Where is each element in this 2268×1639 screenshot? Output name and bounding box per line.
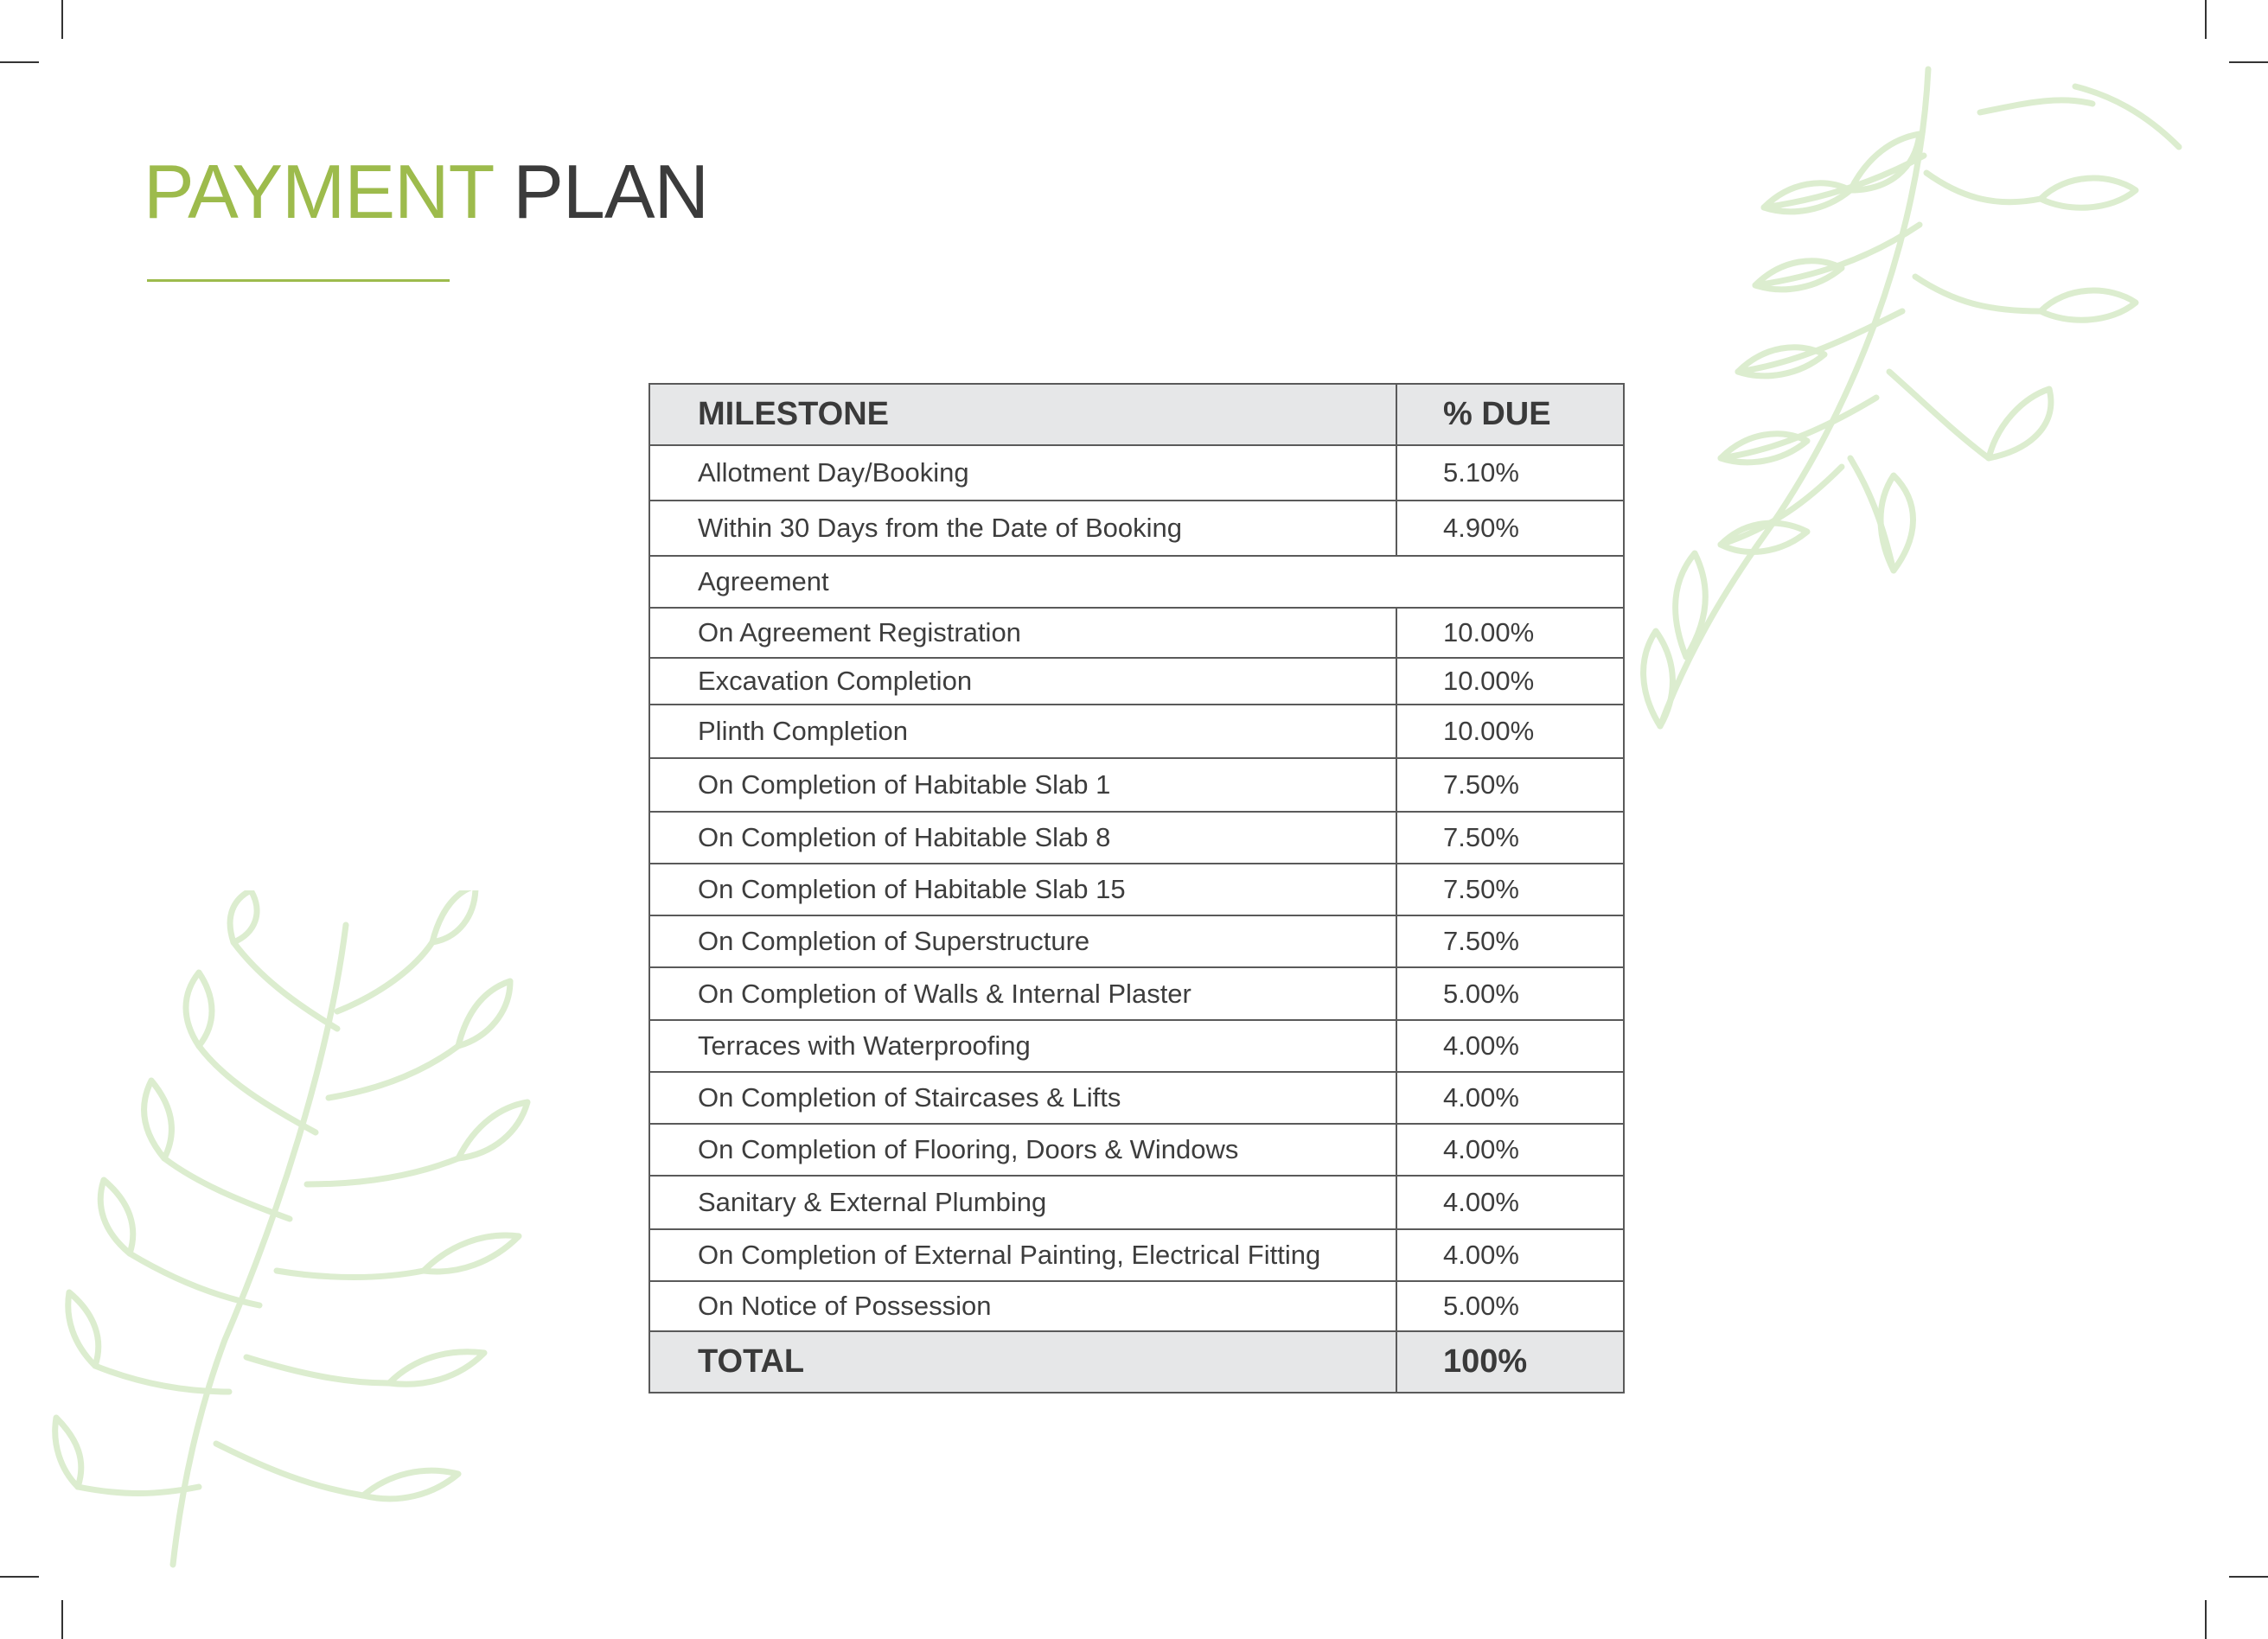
milestone-cell: On Completion of Habitable Slab 15: [649, 864, 1396, 915]
milestone-cell: Excavation Completion: [649, 658, 1396, 705]
table-row: [649, 1229, 1624, 1281]
milestone-cell: On Completion of Flooring, Doors & Windows: [649, 1124, 1396, 1176]
due-cell: 7.50%: [1396, 864, 1624, 915]
table-row: [649, 864, 1624, 915]
milestone-cell: On Completion of Habitable Slab 1: [649, 758, 1396, 812]
header-due: % DUE: [1396, 384, 1624, 445]
due-cell: 5.10%: [1396, 445, 1624, 501]
due-cell: 10.00%: [1396, 705, 1624, 758]
table-row: [649, 915, 1624, 967]
due-cell: 10.00%: [1396, 658, 1624, 705]
table-row: [649, 1072, 1624, 1124]
due-cell: 4.00%: [1396, 1176, 1624, 1229]
table-row: [649, 501, 1624, 556]
table-row: [649, 1124, 1624, 1176]
milestone-cell: Within 30 Days from the Date of Booking: [649, 501, 1396, 556]
due-cell: 7.50%: [1396, 812, 1624, 864]
milestone-cell: On Completion of Superstructure: [649, 915, 1396, 967]
crop-mark: [0, 61, 39, 63]
crop-mark: [61, 0, 63, 39]
due-cell: 7.50%: [1396, 758, 1624, 812]
crop-mark: [2229, 1576, 2268, 1578]
due-cell: 4.90%: [1396, 501, 1624, 556]
milestone-cell: On Completion of Staircases & Lifts: [649, 1072, 1396, 1124]
milestone-cell: On Notice of Possession: [649, 1281, 1396, 1331]
due-cell: 10.00%: [1396, 608, 1624, 658]
due-cell: 4.00%: [1396, 1124, 1624, 1176]
table-row: [649, 445, 1624, 501]
table-row-section: [649, 556, 1624, 608]
title-underline: [147, 279, 450, 282]
payment-plan-table: [648, 383, 1625, 1393]
header-milestone: MILESTONE: [649, 384, 1396, 445]
milestone-cell: Allotment Day/Booking: [649, 445, 1396, 501]
due-cell: 4.00%: [1396, 1072, 1624, 1124]
table-header-row: [649, 384, 1624, 445]
due-cell: 5.00%: [1396, 967, 1624, 1020]
crop-mark: [61, 1600, 63, 1639]
crop-mark: [2205, 0, 2207, 39]
total-label: TOTAL: [649, 1331, 1396, 1393]
table-row: [649, 812, 1624, 864]
table-row: [649, 608, 1624, 658]
title-accent: PAYMENT: [144, 149, 493, 234]
table-row: [649, 1281, 1624, 1331]
table-row: [649, 705, 1624, 758]
milestone-cell: On Completion of Habitable Slab 8: [649, 812, 1396, 864]
crop-mark: [0, 1576, 39, 1578]
due-cell: 5.00%: [1396, 1281, 1624, 1331]
due-cell: 7.50%: [1396, 915, 1624, 967]
table-row: [649, 658, 1624, 705]
milestone-cell: Terraces with Waterproofing: [649, 1020, 1396, 1072]
section-label: Agreement: [649, 556, 1624, 608]
milestone-cell: Plinth Completion: [649, 705, 1396, 758]
table-row: [649, 1176, 1624, 1229]
milestone-cell: On Completion of External Painting, Electrical Fitting: [649, 1229, 1396, 1281]
table-row: [649, 967, 1624, 1020]
page-title: [144, 149, 709, 234]
table-row: [649, 758, 1624, 812]
table-row: [649, 1020, 1624, 1072]
leaf-branch-top-right: [1591, 52, 2214, 761]
milestone-cell: Sanitary & External Plumbing: [649, 1176, 1396, 1229]
milestone-cell: On Agreement Registration: [649, 608, 1396, 658]
total-value: 100%: [1396, 1331, 1624, 1393]
due-cell: 4.00%: [1396, 1020, 1624, 1072]
milestone-cell: On Completion of Walls & Internal Plaster: [649, 967, 1396, 1020]
due-cell: 4.00%: [1396, 1229, 1624, 1281]
crop-mark: [2205, 1600, 2207, 1639]
leaf-branch-bottom-left: [52, 890, 657, 1582]
table-total-row: [649, 1331, 1624, 1393]
title-main: PLAN: [513, 149, 709, 234]
crop-mark: [2229, 61, 2268, 63]
